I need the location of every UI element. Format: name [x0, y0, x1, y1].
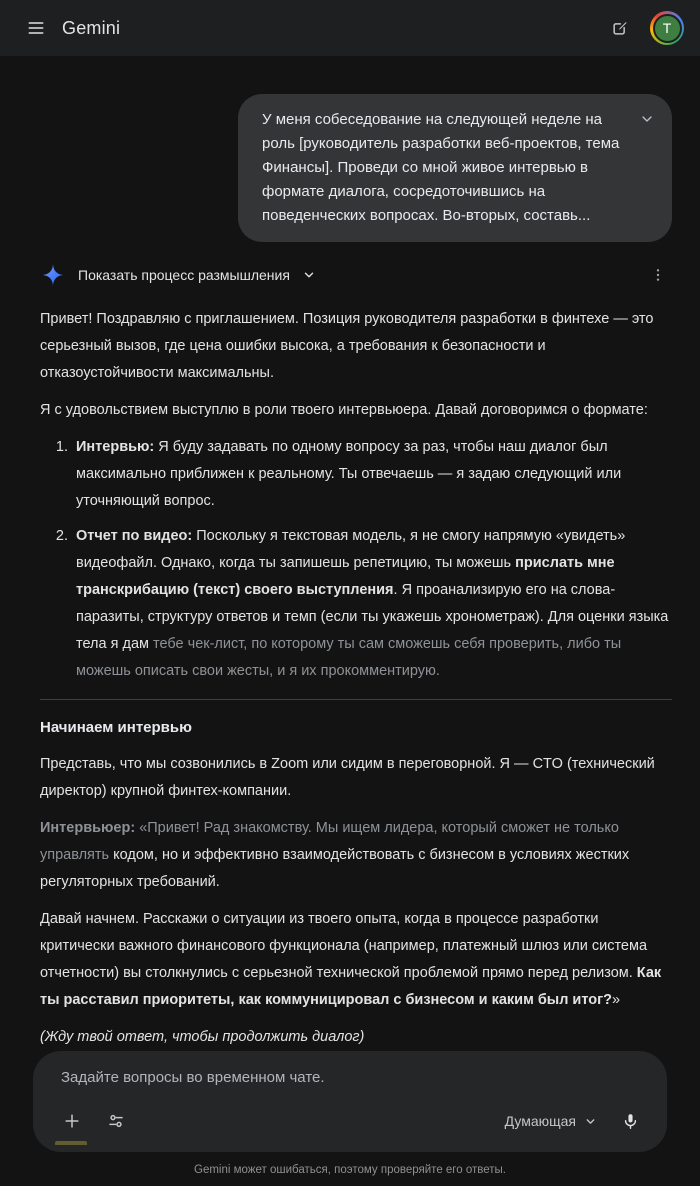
edit-square-icon [610, 18, 630, 38]
list-item-lead: Интервью: [76, 439, 155, 455]
kebab-menu-icon [650, 267, 666, 283]
show-thinking-label: Показать процесс размышления [78, 267, 290, 283]
model-picker[interactable] [499, 1109, 603, 1133]
user-message-bubble [238, 94, 672, 242]
list-item-text: . Я проанализирую его на слова-паразиты, структуру ответов и темп (если ты укажешь хронометраж). Для оценки языка тела я дам [76, 582, 669, 652]
composer-controls [55, 1104, 647, 1138]
screen-corner-artifact [55, 1141, 87, 1145]
section-heading: Начинаем интервью [40, 719, 192, 736]
top-bar [0, 0, 700, 56]
model-response-body [40, 306, 672, 1051]
chevron-down-icon [302, 268, 316, 282]
paragraph-dim-text: «Привет! Рад знакомству. Мы ищем лидера, который сможет не только управлять [40, 820, 619, 863]
list-item-text: Я буду задавать по одному вопросу за раз, чтобы наш диалог был максимально приближен к реальному. Ты отвечаешь — я задаю следующий или уточняющий вопрос. [76, 439, 622, 509]
paragraph-bold-text: Как ты расставил приоритеты, как коммуницировал с бизнесом и каким был итог? [40, 965, 662, 1008]
response-paragraph: Представь, что мы созвонились в Zoom или сидим в переговорной. Я — CTO (технический директор) крупной финтех-компании. [40, 756, 655, 799]
more-options-button[interactable] [644, 261, 672, 289]
add-attachment-button[interactable] [55, 1104, 89, 1138]
chat-scroll-area [0, 56, 700, 1051]
account-avatar[interactable] [650, 11, 684, 45]
paragraph-text: кодом, но и эффективно взаимодействовать с бизнесом в условиях жестких регуляторных требований. [40, 847, 630, 890]
response-italic-note: (Жду твой ответ, чтобы продолжить диалог) [40, 1029, 365, 1045]
response-paragraph [40, 815, 672, 896]
chevron-down-icon [584, 1115, 597, 1128]
plus-icon [62, 1111, 82, 1131]
section-divider [40, 699, 672, 700]
user-message-text: У меня собеседование на следующей неделе на роль [руководитель разработки веб-проектов, тема Финансы]. Проведи со мной живое интервью в формате диалога, сосредоточившись на поведенческих вопросах. Во-вторых, составь... [262, 111, 620, 224]
show-thinking-toggle[interactable] [78, 267, 316, 283]
paragraph-text: » [612, 992, 621, 1008]
prompt-input-placeholder: Задайте вопросы во временном чате. [61, 1069, 325, 1086]
chevron-down-icon [639, 111, 655, 127]
list-item-dim-text: тебе чек-лист, по которому ты сам сможешь себя проверить, либо ты можешь описать свои жесты, и я их прокомментирую. [76, 636, 622, 679]
microphone-icon [621, 1112, 640, 1131]
page-title: Gemini [62, 17, 121, 38]
list-item [72, 434, 672, 515]
response-numbered-list [40, 434, 672, 685]
paragraph-text: Давай начнем. Расскажи о ситуации из твоего опыта, когда в процессе разработки критически важного финансового функционала (например, платежный шлюз или система отчетности) вы столкнулись с серьезной технической проблемой прямо перед релизом. [40, 911, 648, 981]
gemini-sparkle-icon [40, 262, 66, 288]
interviewer-label: Интервьюер: [40, 820, 136, 836]
menu-button[interactable] [16, 8, 56, 48]
list-item [72, 523, 672, 685]
hamburger-icon [26, 18, 46, 38]
response-paragraph: Я с удовольствием выступлю в роли твоего интервьюера. Давай договоримся о формате: [40, 402, 648, 418]
voice-input-button[interactable] [613, 1104, 647, 1138]
prompt-input-box[interactable] [33, 1051, 667, 1152]
model-picker-label: Думающая [504, 1113, 576, 1129]
tune-sliders-icon [107, 1112, 125, 1130]
response-paragraph [40, 906, 672, 1014]
disclaimer-text: Gemini может ошибаться, поэтому проверяйте его ответы. [194, 1164, 506, 1176]
composer-area [0, 1051, 700, 1152]
model-response-header [40, 260, 672, 290]
tools-button[interactable] [99, 1104, 133, 1138]
new-chat-button[interactable] [600, 8, 640, 48]
list-item-bold-text: прислать мне транскрибацию (текст) своего выступления [76, 555, 615, 598]
avatar-initial: T [653, 14, 682, 43]
list-item-text: Поскольку я текстовая модель, я не смогу напрямую «увидеть» видеофайл. Однако, когда ты запишешь репетицию, ты можешь [76, 528, 626, 571]
list-item-lead: Отчет по видео: [76, 528, 193, 544]
response-paragraph: Привет! Поздравляю с приглашением. Позиция руководителя разработки в финтехе — это серьезный вызов, где цена ошибки высока, а требования к безопасности и отказоустойчивости максимальны. [40, 311, 654, 381]
expand-message-button[interactable] [636, 108, 658, 130]
